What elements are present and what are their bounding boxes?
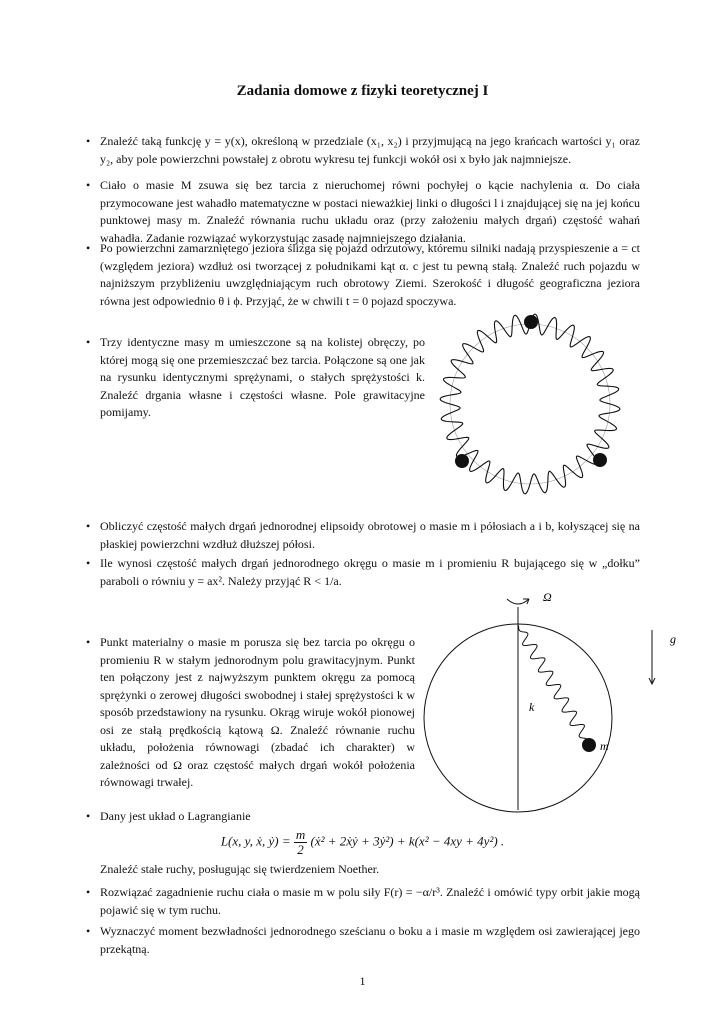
bullet-icon: • (86, 241, 91, 255)
bullet-icon: • (86, 885, 91, 899)
problem-8-followup: Znaleźć stałe ruchy, posługując się twierdzeniem Noether. (100, 862, 380, 876)
bullet-icon: • (86, 519, 91, 533)
problem-5: • Obliczyć częstość małych drgań jednorodnej elipsoidy obrotowej o masie m i półosiach a i b, kołyszącej się na płaskiej powierzchni wzdłuż dłuższej półosi. (86, 519, 640, 551)
mass-bottom-left (455, 454, 469, 468)
problem-4: • Trzy identyczne masy m umieszczone są na kolistej obręczy, po której mogą się one przemieszczać bez tarcia. Połączone są one jak na rysunku identycznymi sprężynami, o stałych sprężystości k. Znaleźć drgania własne i częstości własne. Pole grawitacyjne pomijamy. (86, 335, 425, 419)
page-title: Zadania domowe z fizyki teoretycznej I (236, 83, 489, 99)
problem-6: • Ile wynosi częstość małych drgań jednorodnego okręgu o masie m i promieniu R bujającego się w „dołku” paraboli o równiu y = ax². Należy przyjąć R < 1/a. (86, 556, 640, 588)
problem-3: • Po powierzchni zamarzniętego jeziora ślizga się pojazd odrzutowy, któremu silniki nadają przyspieszenie a = ct (względem jeziora) wzdłuż osi tworzącej z południkami kąt α. c jest tu pewną stałą. Znaleźć ruch pojazdu w najniższym przybliżeniu uwzględniającym ruch obrotowy Ziemi. Szerokość i długość geograficzna jeziora równa jest odpowiednio θ i ϕ. Przyjąć, że w chwili t = 0 pojazd spoczywa. (86, 241, 640, 308)
bullet-icon: • (86, 635, 91, 649)
bullet-icon: • (86, 134, 91, 148)
problem-8: • Dany jest układ o Lagrangianie (100, 808, 640, 826)
rotation-arrow-icon (507, 599, 529, 604)
bullet-icon: • (86, 335, 91, 349)
problem-7: • Punkt materialny o masie m porusza się bez tarcia po okręgu o promieniu R w stałym jednorodnym polu grawitacyjnym. Punkt ten połączony jest z najwyższym punktem okręgu za pomocą sprężynki o zerowej długości swobodnej i stałej sprężystości k w sposób przedstawiony na rysunku. Okrąg wiruje wokół pionowej osi ze stałą prędkością kątową Ω. Znaleźć równanie ruchu układu, położenia równowagi (zbadać ich charakter) w zależności od Ω oraz częstość małych drgań wokół położenia równowagi trwałej. (86, 635, 415, 789)
mass-label: m (600, 739, 609, 753)
lagrangian-equation: L(x, y, ẋ, ẏ) = $\frac{m}{2}$ (ẋ² + 2ẋẏ + 3ẏ²) + k(x² − 4xy + 4y²) . (220, 827, 505, 857)
bullet-icon: • (86, 924, 91, 938)
spring-ring (440, 314, 620, 494)
problem-9: • Rozwiązać zagadnienie ruchu ciała o masie m w polu siły F(r) = −α/r³. Znaleźć i omówić typy orbit jakie mogą pojawić się w tym ruchu. (86, 885, 640, 917)
problem-1: • Znaleźć taką funkcję y = y(x), określoną w przedziale (x₁, x₂) i przyjmującą na jego krańcach wartości y₁ oraz y₂, aby pole powierzchni powstałej z obrotu wykresu tej funkcji wokół osi x było jak najmniejsze. (86, 134, 640, 166)
bullet-icon: • (86, 809, 91, 823)
fraction: $\frac{m}{2}$ (295, 827, 306, 857)
mass-top (524, 315, 538, 329)
page-number: 1 (359, 974, 366, 988)
omega-label: Ω (543, 590, 552, 604)
mass-point (582, 738, 596, 752)
bullet-icon: • (86, 556, 91, 570)
spring-label: k (529, 700, 535, 714)
spring (518, 625, 589, 745)
ring-springs-figure (430, 308, 640, 498)
mass-bottom-right (593, 453, 607, 467)
gravity-label: g⃗ (670, 632, 686, 646)
bullet-icon: • (86, 178, 91, 192)
problem-10: • Wyznaczyć moment bezwładności jednorodnego sześcianu o boku a i masie m względem osi zawierającej jego przekątną. (86, 924, 640, 956)
rotating-hoop-figure (425, 585, 695, 825)
problem-2: • Ciało o masie M zsuwa się bez tarcia z nieruchomej równi pochyłej o kącie nachylenia α. Do ciała przymocowane jest wahadło matematyczne w postaci nieważkiej linki o długości l i znajdującej się na jej końcu punktowej masy m. Znaleźć równania ruchu układu oraz (przy założeniu małych drgań) częstość wahań wahadła. Zadanie rozwiązać wykorzystując zasadę najmniejszego działania. (86, 178, 640, 245)
